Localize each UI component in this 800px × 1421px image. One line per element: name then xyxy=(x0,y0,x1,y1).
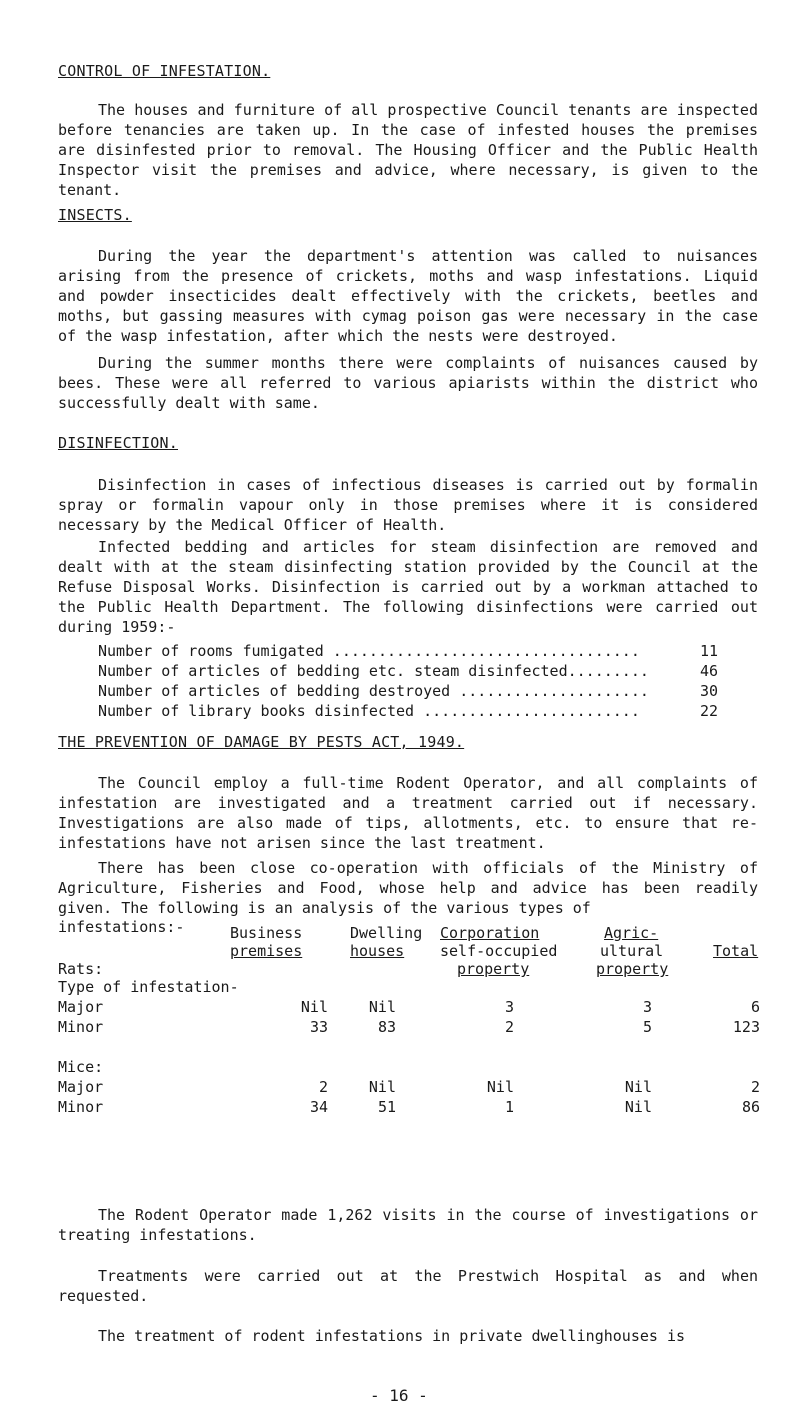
cell-rats-major-business: Nil xyxy=(300,998,328,1016)
cell-rats-minor-agricultural: 5 xyxy=(642,1018,652,1036)
list-item-value: 22 xyxy=(699,702,718,720)
row-label-rats-minor: Minor xyxy=(58,1018,104,1036)
column-header-agricultural: Agric- xyxy=(604,924,659,942)
paragraph-insects-1: During the year the department's attention was called to nuisances arising from the presence of crickets, moths and wasp infestations. Liquid and powder insecticides dealt effectively with the crickets, beetles and moths, but gassing measures with cymag poison gas were necessary in the case of the wasp infestation, after which the nests were destroyed. xyxy=(58,247,758,345)
list-item-label: Number of articles of bedding destroyed ..................... xyxy=(98,682,649,700)
cell-mice-minor-total: 86 xyxy=(741,1098,760,1116)
column-header-agricultural-sub: ultural xyxy=(600,942,664,960)
cell-mice-major-business: 2 xyxy=(318,1078,328,1096)
infestation-table xyxy=(58,918,768,1188)
cell-mice-minor-business: 34 xyxy=(309,1098,328,1116)
section-label-rats: Rats: xyxy=(58,960,104,978)
list-item-value: 11 xyxy=(699,642,718,660)
paragraph-pests-5: The treatment of rodent infestations in private dwellinghouses is xyxy=(98,1327,685,1345)
cell-rats-minor-dwelling: 83 xyxy=(377,1018,396,1036)
cell-rats-major-agricultural: 3 xyxy=(642,998,652,1016)
cell-mice-major-corporation: Nil xyxy=(486,1078,514,1096)
list-item-label: Number of articles of bedding etc. steam disinfected......... xyxy=(98,662,649,680)
paragraph-pests-4: Treatments were carried out at the Prestwich Hospital as and when requested. xyxy=(58,1267,758,1305)
heading-prevention-of-damage-by-pests-act: THE PREVENTION OF DAMAGE BY PESTS ACT, 1949. xyxy=(58,733,465,751)
cell-mice-major-agricultural: Nil xyxy=(624,1078,652,1096)
section-label-mice: Mice: xyxy=(58,1058,104,1076)
column-header-business-sub: premises xyxy=(230,942,303,960)
cell-mice-major-total: 2 xyxy=(750,1078,760,1096)
list-item xyxy=(98,641,718,661)
list-item-value: 30 xyxy=(699,682,718,700)
paragraph-infestation: The houses and furniture of all prospective Council tenants are inspected before tenancies are taken up. In the case of infested houses the premises are disinfested prior to removal. The Housing Officer and the Public Health Inspector visit the premises and advice, where necessary, is given to the tenant. xyxy=(58,101,758,199)
column-header-agricultural-sub2: property xyxy=(596,960,669,978)
cell-rats-major-dwelling: Nil xyxy=(368,998,396,1016)
cell-rats-major-total: 6 xyxy=(750,998,760,1016)
paragraph-disinfection-1: Disinfection in cases of infectious diseases is carried out by formalin spray or formalin vapour only in those premises where it is considered necessary by the Medical Officer of Health. xyxy=(58,476,758,534)
cell-mice-minor-dwelling: 51 xyxy=(377,1098,396,1116)
list-item xyxy=(98,701,718,721)
heading-disinfection: DISINFECTION. xyxy=(58,434,178,452)
list-item-label: Number of rooms fumigated .................................. xyxy=(98,642,640,660)
disinfection-list xyxy=(98,641,718,721)
cell-rats-minor-total: 123 xyxy=(732,1018,760,1036)
column-header-dwelling-sub: houses xyxy=(350,942,405,960)
table-lead: infestations:- xyxy=(58,918,185,936)
list-item-value: 46 xyxy=(699,662,718,680)
cell-rats-minor-business: 33 xyxy=(309,1018,328,1036)
paragraph-disinfection-2: Infected bedding and articles for steam disinfection are removed and dealt with at the steam disinfecting station provided by the Council at the Refuse Disposal Works. Disinfection is carried out by a workman attached to the Public Health Department. The following disinfections were carried out during 1959:- xyxy=(58,538,758,636)
column-header-corporation-sub2: property xyxy=(457,960,530,978)
cell-rats-major-corporation: 3 xyxy=(504,998,514,1016)
paragraph-insects-2: During the summer months there were complaints of nuisances caused by bees. These were all referred to various apiarists within the district who successfully dealt with same. xyxy=(58,354,758,412)
cell-mice-minor-agricultural: Nil xyxy=(624,1098,652,1116)
paragraph-pests-2: There has been close co-operation with officials of the Ministry of Agriculture, Fisheries and Food, whose help and advice has been readily given. The following is an analysis of the various types of xyxy=(58,859,758,917)
row-label-mice-minor: Minor xyxy=(58,1098,104,1116)
heading-insects: INSECTS. xyxy=(58,206,132,224)
column-header-corporation: Corporation xyxy=(440,924,540,942)
row-label-rats-major: Major xyxy=(58,998,104,1016)
list-item-label: Number of library books disinfected ........................ xyxy=(98,702,640,720)
column-header-total: Total xyxy=(713,942,759,960)
list-item xyxy=(98,681,718,701)
cell-mice-major-dwelling: Nil xyxy=(368,1078,396,1096)
page-number: - 16 - xyxy=(370,1386,428,1405)
type-of-infestation-label: Type of infestation- xyxy=(58,978,239,996)
cell-mice-minor-corporation: 1 xyxy=(504,1098,514,1116)
paragraph-pests-3: The Rodent Operator made 1,262 visits in the course of investigations or treating infestations. xyxy=(58,1206,758,1244)
row-label-mice-major: Major xyxy=(58,1078,104,1096)
paragraph-pests-1: The Council employ a full-time Rodent Operator, and all complaints of infestation are investigated and a treatment carried out if necessary. Investigations are also made of tips, allotments, etc. to ensure that re-infestations have not arisen since the last treatment. xyxy=(58,774,758,852)
list-item xyxy=(98,661,718,681)
heading-control-of-infestation: CONTROL OF INFESTATION. xyxy=(58,62,271,80)
column-header-dwelling: Dwelling xyxy=(350,924,423,942)
column-header-business: Business xyxy=(230,924,303,942)
column-header-corporation-sub: self-occupied xyxy=(440,942,558,960)
cell-rats-minor-corporation: 2 xyxy=(504,1018,514,1036)
